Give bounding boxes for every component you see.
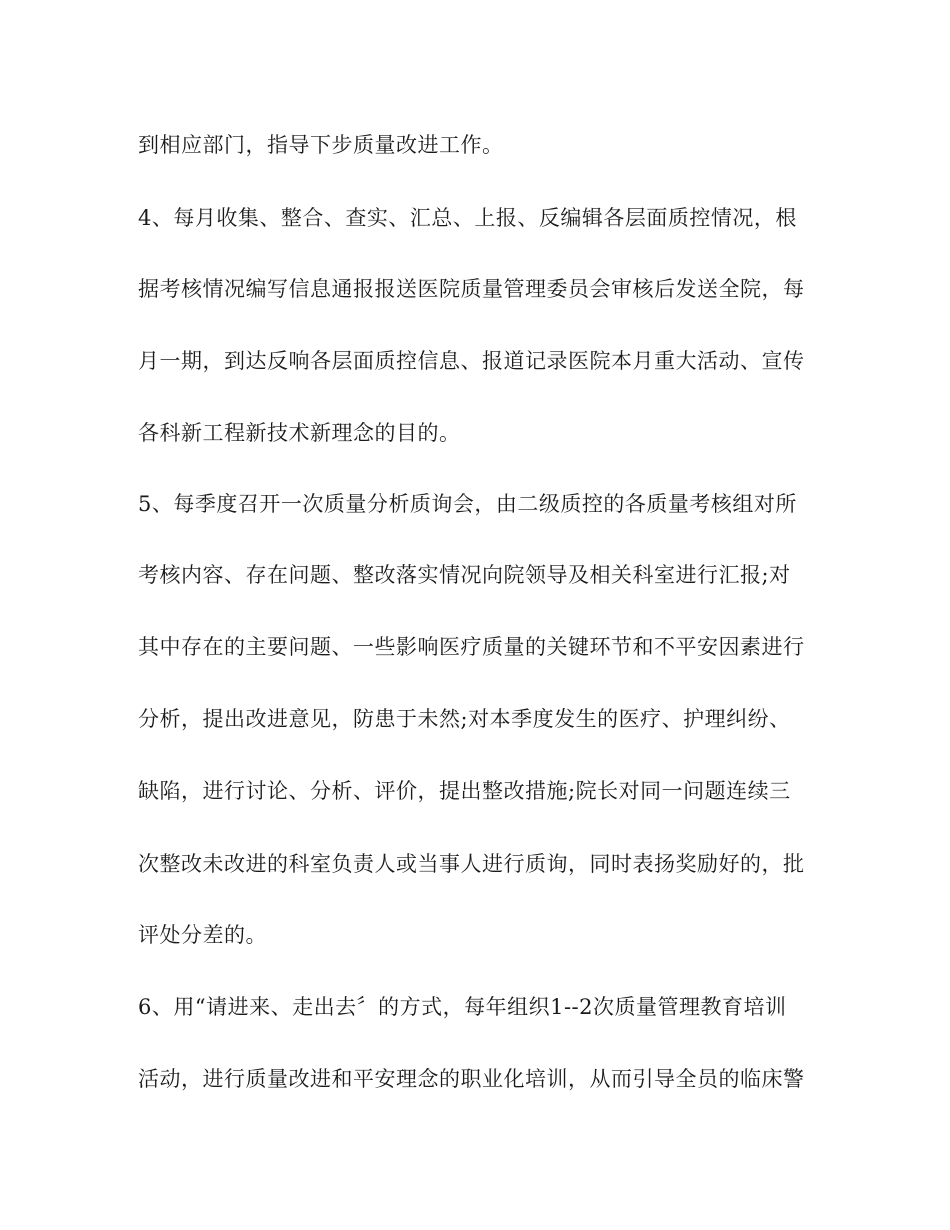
- text-line: 到相应部门，指导下步质量改进工作。: [138, 133, 504, 157]
- text-line: 考核内容、存在问题、整改落实情况向院领导及相关科室进行汇报;对: [138, 563, 791, 587]
- text-line: 评处分差的。: [138, 923, 267, 947]
- text-line: 据考核情况编写信息通报报送医院质量管理委员会审核后发送全院，每: [138, 277, 805, 301]
- text-line: 分析，提出改进意见，防患于未然;对本季度发生的医疗、护理纠纷、: [138, 707, 791, 731]
- text-line: 4、每月收集、整合、查实、汇总、上报、反编辑各层面质控情况，根: [138, 206, 797, 230]
- text-line: 缺陷，进行讨论、分析、评价，提出整改措施;院长对同一问题连续三: [138, 779, 791, 803]
- text-line: 各科新工程新技术新理念的目的。: [138, 421, 461, 445]
- text-line: 次整改未改进的科室负责人或当事人进行质询，同时表扬奖励好的，批: [138, 852, 805, 876]
- text-line: 6、用“请进来、走出去〞的方式，每年组织1--2次质量管理教育培训: [138, 995, 787, 1019]
- text-line: 5、每季度召开一次质量分析质询会，由二级质控的各质量考核组对所: [138, 492, 797, 516]
- text-line: 活动，进行质量改进和平安理念的职业化培训，从而引导全员的临床警: [138, 1067, 805, 1091]
- text-line: 月一期，到达反响各层面质控信息、报道记录医院本月重大活动、宣传: [138, 349, 805, 373]
- text-line: 其中存在的主要问题、一些影响医疗质量的关键环节和不平安因素进行: [138, 635, 805, 659]
